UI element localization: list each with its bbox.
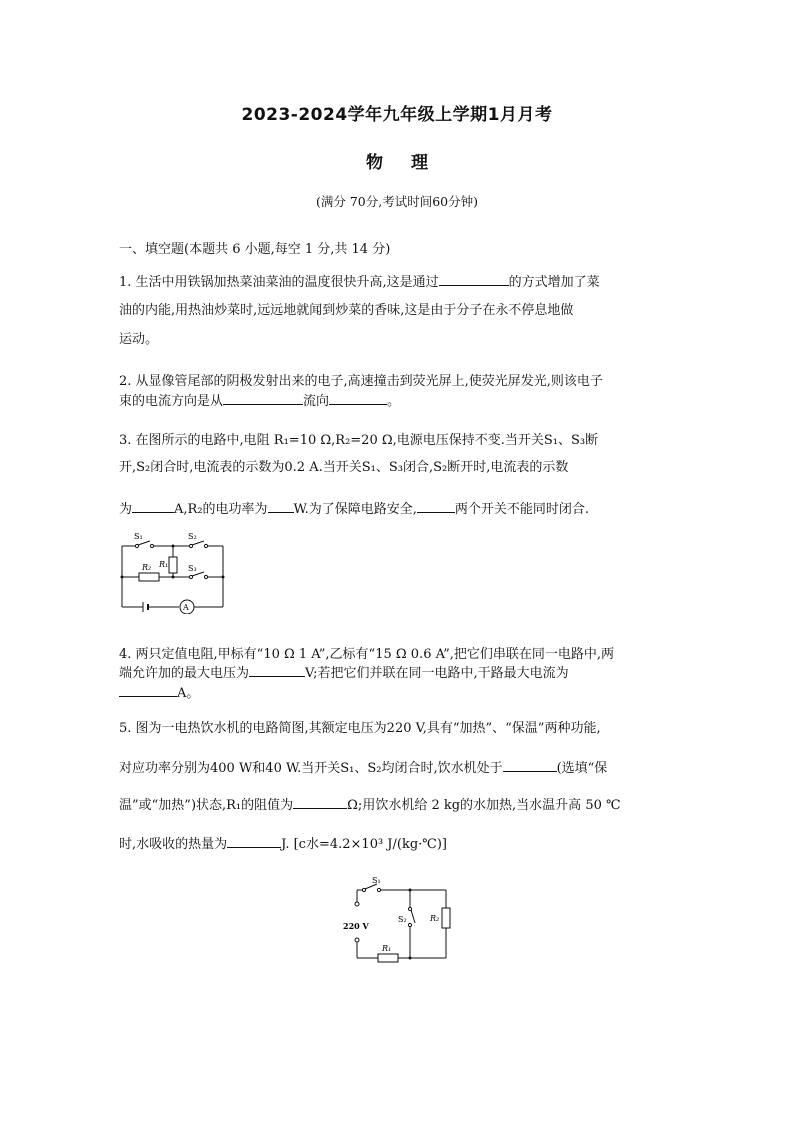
- q4-text-b: V;若把它们并联在同一电路中,干路最大电流为: [305, 666, 569, 681]
- circuit-diagram-2: [340, 874, 460, 968]
- subject-char-1: 物: [366, 153, 383, 173]
- q3-text-b: A,R₂的电功率为: [174, 502, 268, 517]
- subject-heading: [0, 148, 794, 173]
- q2-blank-2[interactable]: [329, 392, 387, 405]
- q3-blank-3[interactable]: [417, 500, 455, 513]
- q5-line-2: [119, 757, 607, 776]
- fig2-r2-label: R₂: [430, 914, 440, 923]
- q3-text-c: W.为了保障电路安全,: [293, 502, 417, 517]
- fig1-ammeter-label: A: [183, 603, 189, 612]
- q3-line-3: [119, 498, 589, 517]
- q5-text-b: (选填“保: [556, 761, 608, 776]
- q2-text-a: 束的电流方向是从: [119, 394, 224, 409]
- q5-line-3: [119, 794, 621, 813]
- q5-text-a3: 时,水吸收的热量为: [119, 837, 228, 852]
- q4-blank-2[interactable]: [119, 684, 177, 697]
- q5-blank-1[interactable]: [503, 759, 557, 772]
- q3-blank-2[interactable]: [268, 500, 294, 513]
- q1-text-a: 1. 生活中用铁锅加热菜油菜油的温度很快升高,这是通过: [119, 275, 439, 290]
- q1-line-2: 油的内能,用热油炒菜时,远远地就闻到炒菜的香味,这是由于分子在永不停息地做: [119, 303, 574, 318]
- q4-line-2: [119, 662, 569, 681]
- q3-line-1: 3. 在图所示的电路中,电阻 R₁=10 Ω,R₂=20 Ω,电源电压保持不变.当开关S₁、S₃断: [119, 433, 599, 448]
- q5-text-a2: 温”或“加热”)状态,R₁的阻值为: [119, 798, 294, 813]
- q2-line-2: [119, 390, 400, 409]
- q5-line-1: 5. 图为一电热饮水机的电路简图,其额定电压为220 V,具有“加热”、“保温”两种功能,: [119, 721, 601, 736]
- q4-blank-1[interactable]: [249, 664, 305, 677]
- fig2-s1-label: S₁: [372, 876, 381, 885]
- fig2-r1-label: R₁: [382, 944, 392, 953]
- q3-line-2: 开,S₂闭合时,电流表的示数为0.2 A.当开关S₁、S₃闭合,S₂断开时,电流表的示数: [119, 460, 569, 475]
- fig2-s2-label: S₂: [398, 915, 407, 924]
- exam-note: (满分 70分,考试时间60分钟): [315, 194, 478, 209]
- q2-line-1: 2. 从显像管尾部的阴极发射出来的电子,高速撞击到荧光屏上,使荧光屏发光,则该电子: [119, 374, 603, 389]
- q5-text-b3: J. [c水=4.2×10³ J/(kg·℃)]: [281, 837, 447, 852]
- fig2-voltage-label: 220 V: [343, 921, 369, 931]
- q2-blank-1[interactable]: [223, 392, 303, 405]
- q2-text-b: 流向: [303, 394, 330, 409]
- subject-char-2: 理: [411, 153, 428, 173]
- fig1-s3-label: S₃: [188, 564, 197, 573]
- q1-line-1: [119, 271, 600, 290]
- q1-text-b: 的方式增加了菜: [508, 275, 600, 290]
- q4-text-c: A。: [177, 686, 200, 701]
- q5-blank-3[interactable]: [227, 835, 281, 848]
- q1-line-3: 运动。: [119, 332, 159, 347]
- q2-text-c: 。: [387, 394, 401, 409]
- q3-text-a: 为: [119, 502, 133, 517]
- q5-text-a: 对应功率分别为400 W和40 W.当开关S₁、S₂均闭合时,饮水机处于: [119, 761, 503, 776]
- q5-blank-2[interactable]: [293, 796, 347, 809]
- document-title: 2023-2024学年九年级上学期1月月考: [241, 105, 553, 125]
- q3-text-d: 两个开关不能同时闭合.: [454, 502, 590, 517]
- q4-text-a: 端允许加的最大电压为: [119, 666, 250, 681]
- q5-text-b2: Ω;用饮水机给 2 kg的水加热,当水温升高 50 ℃: [347, 798, 621, 813]
- q3-blank-1[interactable]: [132, 500, 174, 513]
- fig1-r2-label: R₂: [142, 563, 152, 572]
- q4-line-1: 4. 两只定值电阻,甲标有“10 Ω 1 A”,乙标有“15 Ω 0.6 A”,把它们串联在同一电路中,两: [119, 647, 614, 662]
- fig1-s2-label: S₂: [188, 532, 197, 541]
- fig1-s1-label: S₁: [134, 532, 143, 541]
- circuit-diagram-1: [115, 526, 235, 614]
- section-heading: 一、填空题(本题共 6 小题,每空 1 分,共 14 分): [119, 242, 391, 257]
- fig1-r1-label: R₁: [159, 560, 169, 569]
- q5-line-4: [119, 833, 447, 852]
- q1-blank-1[interactable]: [439, 273, 509, 286]
- q4-line-3: [119, 682, 199, 701]
